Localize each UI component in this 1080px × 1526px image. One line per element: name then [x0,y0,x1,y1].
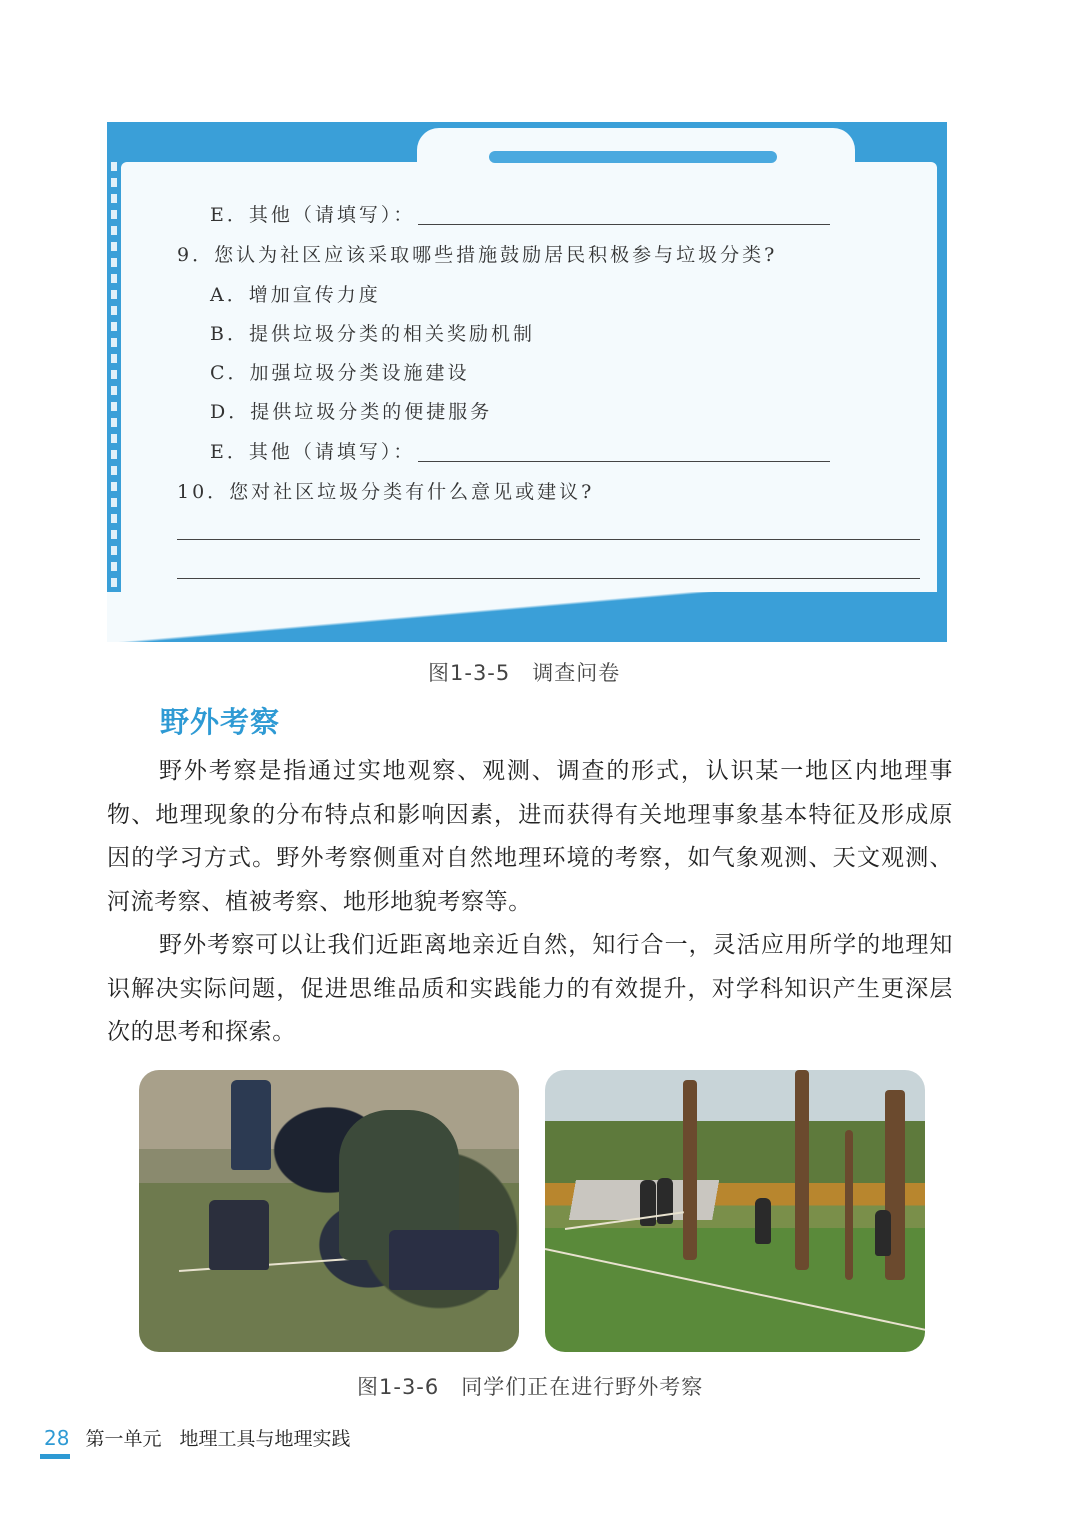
footer-accent-bar [40,1454,70,1459]
q10-answer-line-1 [177,539,920,540]
q9-option-c: C．加强垃圾分类设施建设 [210,362,470,384]
figure-1-3-6-caption [357,1371,703,1401]
unit-label: 第一单元 [85,1428,162,1450]
card-dots-decoration [111,162,117,602]
student-figure [755,1198,771,1244]
student-figure [209,1200,269,1270]
section-paragraph-2: 野外考察可以让我们近距离地亲近自然，知行合一，灵活应用所学的地理知识解决实际问题，促进思维品质和实践能力的有效提升，对学科知识产生更深层次的思考和探索。 [107,932,953,1045]
q8-option-other: E．其他（请填写）： [210,204,416,226]
section-paragraph-1: 野外考察是指通过实地观察、观测、调查的形式，认识某一地区内地理事物、地理现象的分布特点和影响因素，进而获得有关地理事象基本特征及形成原因的学习方式。野外考察侧重对自然地理环境的考察，如气象观测、天文观测、河流考察、植被考察、地形地貌考察等。 [107,758,953,915]
q9-option-a: A．增加宣传力度 [210,284,381,306]
card-wave-decoration [107,592,947,642]
q10-question: 10．您对社区垃圾分类有什么意见或建议? [177,481,595,503]
figure-title: 同学们正在进行野外考察 [461,1375,704,1399]
q9-option-b: B．提供垃圾分类的相关奖励机制 [210,323,535,345]
section-title: 野外考察 [160,705,281,739]
q9-option-e: E．其他（请填写）： [210,441,416,463]
unit-title: 地理工具与地理实践 [179,1428,351,1450]
q9-option-d: D．提供垃圾分类的便捷服务 [210,401,493,423]
page-number: 28 [44,1426,70,1450]
student-figure [657,1178,673,1224]
figure-title: 调查问卷 [532,661,621,685]
q10-answer-line-2 [177,578,920,579]
figure-number: 图1-3-5 [428,661,511,685]
figure-1-3-5-caption [428,657,620,687]
card-sheet [121,162,937,630]
tree-trunk [795,1070,809,1270]
student-figure [231,1080,271,1170]
card-tab-bar [489,151,777,163]
figure-number: 图1-3-6 [357,1375,440,1399]
page-footer [44,1424,350,1451]
tree-trunk [683,1080,697,1260]
q8-other-blank [418,224,830,225]
field-study-photo-left [139,1070,519,1352]
q9-other-blank [418,461,830,462]
student-figure [875,1210,891,1256]
measuring-rope [545,1248,925,1331]
tree-trunk [845,1130,853,1280]
student-figure [389,1230,499,1290]
field-study-photo-right [545,1070,925,1352]
q9-question: 9．您认为社区应该采取哪些措施鼓励居民积极参与垃圾分类? [177,244,778,266]
